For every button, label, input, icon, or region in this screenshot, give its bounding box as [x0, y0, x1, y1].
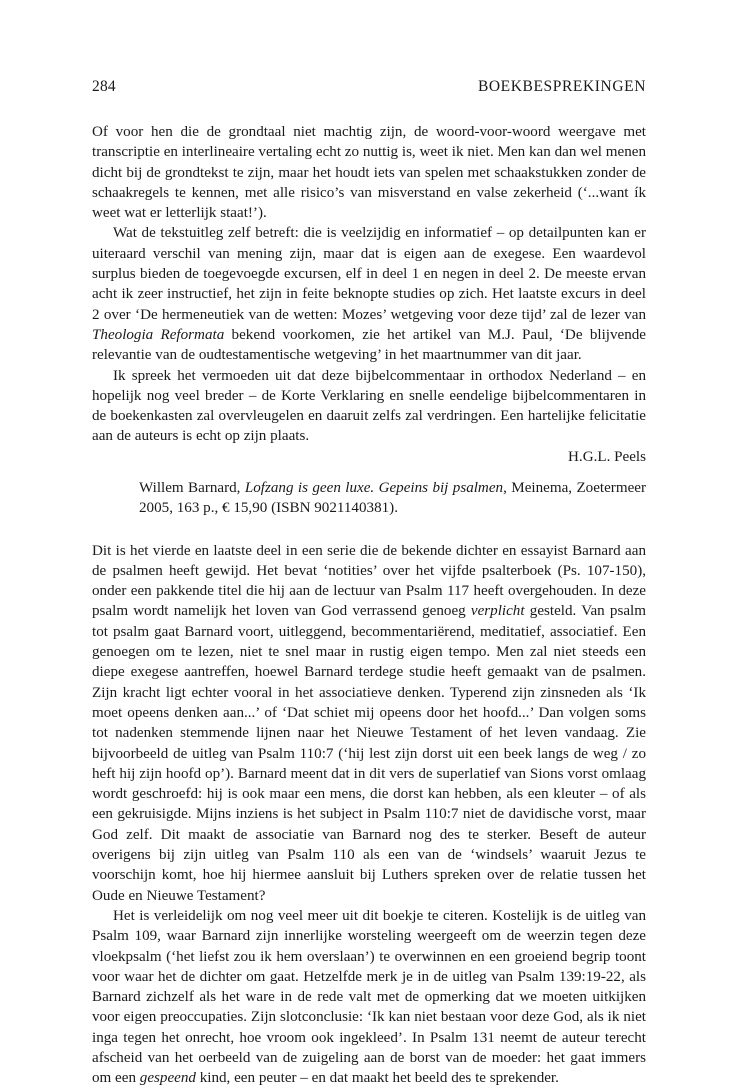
biblio-details: , Meinema, Zoetermeer 2005, 163 p., € 15,90 (ISBN 9021140381). — [139, 480, 646, 517]
review2-paragraph-1 — [92, 541, 646, 906]
review1-paragraph-2 — [92, 223, 646, 365]
review1-p2-text-a: Wat de tekstuitleg zelf betreft: die is veelzijdig en informatief – op detailpunten kan er uiteraard verschil van mening zijn, maar dat is eigen aan de exegese. Een waardevol surplus bieden de toegevoegde excursen, elf in deel 1 en negen in deel 2. De meeste ervan acht ik zeer instructief, het zijn in feite beknopte studies op zich. Het laatste excurs in deel 2 over ‘De hermeneutiek van de wetten: Mozes’ wetgeving voor deze tijd’ zal de lezer van — [92, 225, 646, 323]
reviewer-signature: H.G.L. Peels — [568, 448, 646, 465]
biblio-author: Willem Barnard, — [139, 480, 245, 496]
review1-p2-text-b: bekend voorkomen, zie het artikel van M.J. Paul, ‘De blijvende relevantie van de oudtestamentische wetgeving’ in het maartnummer van dit jaar. — [92, 326, 646, 364]
running-head — [92, 78, 646, 96]
review-barnard — [92, 478, 646, 1089]
review2-p2-emphasis: gespeend — [139, 1070, 196, 1087]
review1-paragraph-1: Of voor hen die de grondtaal niet machtig zijn, de woord-voor-woord weergave met transcriptie en interlineaire vertaling echt zo nuttig is, weet ik niet. Men kan dan wel menen dicht bij de grondtekst te zijn, maar het houdt iets van spelen met schaakstukken zonder de schaakregels te kennen, met alle risico’s van misverstand en valse zekerheid (‘...want ík weet wat er letterlijk staat!’). — [92, 124, 646, 222]
review2-p1-emphasis: verplicht — [470, 603, 525, 620]
review-peels-continued — [92, 122, 646, 467]
review1-paragraph-3: Ik spreek het vermoeden uit dat deze bijbelcommentaar in orthodox Nederland – en hopelijk nog veel breder – de Korte Verklaring en snelle eendelige bijbelcommentaren in de boekenkasten zal overvleugelen en daaruit zelfs zal verdringen. Een hartelijke felicitatie aan de auteurs is echt op zijn plaats. — [92, 367, 646, 445]
review2-p1-text-b: gesteld. Van psalm tot psalm gaat Barnard voort, uitleggend, becommentariërend, meditatief, associatief. Een genoegen om te lezen, niet te snel maar in rustig eigen tempo. Men zal niet steeds een diepe exegese aantreffen, hoewel Barnard terdege studie heeft gemaakt van de psalmen. Zijn kracht ligt echter vooral in het associatieve denken. Typerend zijn zinsneden als ‘Ik moet opeens denken aan...’ of ‘Dat schiet mij opeens door het hoofd...’ Dan volgen soms tot nadenken stemmende lijnen naar het Nieuwe Testament of het leven vandaag. Zie bijvoorbeeld de uitleg van Psalm 110:7 (‘hij lest zijn dorst uit een beek langs de weg / zo heft hij zijn hoofd op’). Barnard meent dat in dit vers de superlatief van Sions vorst omlaag wordt geschroefd: hij is ook maar een mens, die dorst kan hebben, als een kleuter – of als een gekruisigde. Mijns inziens is het subject in Psalm 110:7 niet de davidische vorst, maar God zelf. Dit maakt de associatie van Barnard nog des te sterker. Beseft de auteur overigens bij zijn uitleg van Psalm 110 als een van de ‘windsels’ waaruit Jezus te voorschijn komt, hoe hij hiermee aansluit bij Luthers spreken over de relatie tussen het Oude en Nieuwe Testament? — [92, 603, 646, 904]
biblio-title: Lofzang is geen luxe. Gepeins bij psalmen — [244, 480, 504, 496]
running-title: BOEKBESPREKINGEN — [477, 78, 646, 95]
review2-p1-text-a: Dit is het vierde en laatste deel in een serie die de bekende dichter en essayist Barnard aan de psalmen heeft gewijd. Het bevat ‘notities’ over het vijfde psalterboek (Ps. 107-150), onder een pakkende titel die hij aan de lectuur van Psalm 117 heeft overgehouden. In deze psalm wordt namelijk het loven van God verrassend genoeg — [92, 542, 646, 620]
bibliographic-entry — [139, 478, 646, 519]
review2-p2-text-a: Het is verleidelijk om nog veel meer uit dit boekje te citeren. Kostelijk is de uitleg van Psalm 109, waar Barnard zijn innerlijke worsteling weergeeft om de weerzin tegen deze vloekpsalm (‘het liefst zou ik hem overslaan’) te overwinnen en een groeiend begrip toont voor waar het de dichter om gaat. Hetzelfde merk je in de uitleg van Psalm 139:19-22, als Barnard zichzelf als het ware in de rede valt met de opmerking dat we moeten uitkijken voor eigen preoccupaties. Zijn slotconclusie: ‘Ik kan niet bestaan voor deze God, als ik niet inga tegen het onrecht, hoe vroom ook ingekleed’. In Psalm 131 neemt de auteur terecht afscheid van het oerbeeld van de zuigeling aan de borst van de moeder: het gaat immers om een — [92, 907, 646, 1087]
review2-paragraph-2 — [92, 906, 646, 1089]
review2-p2-text-b: kind, een peuter – en dat maakt het beeld des te sprekender. — [195, 1070, 559, 1087]
journal-title: Theologia Reformata — [92, 326, 225, 343]
page-number: 284 — [92, 78, 116, 95]
